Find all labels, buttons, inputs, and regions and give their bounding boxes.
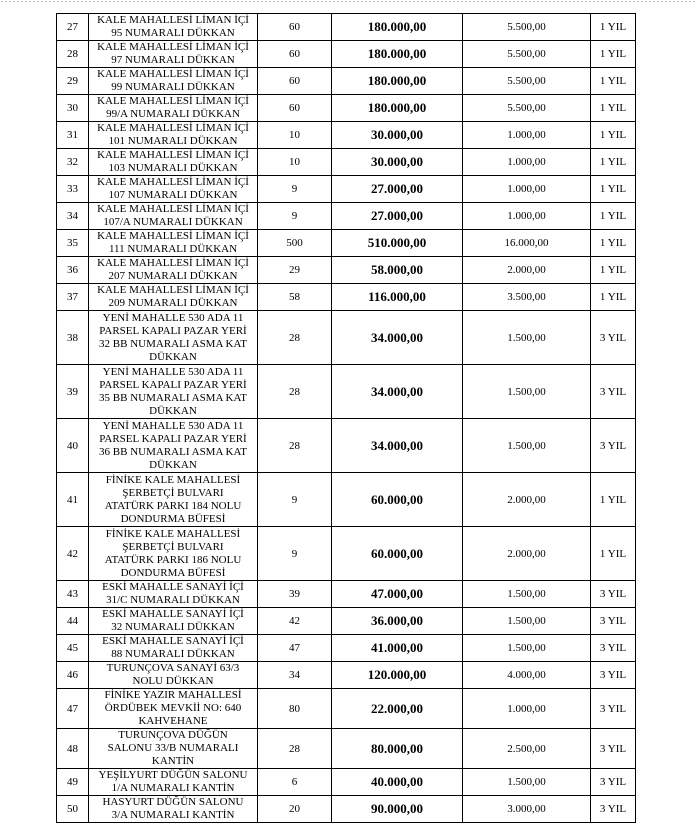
price-cell: 34.000,00 xyxy=(332,365,463,419)
deposit-cell: 5.500,00 xyxy=(463,41,591,68)
table-row xyxy=(57,635,636,662)
location-line: ATATÜRK PARKI 186 NOLU xyxy=(104,553,242,566)
location-line: 99 NUMARALI DÜKKAN xyxy=(111,81,235,93)
location-line: DONDURMA BÜFESİ xyxy=(120,566,226,579)
row-number: 42 xyxy=(57,527,89,581)
location-line: 95 NUMARALI DÜKKAN xyxy=(111,27,235,39)
row-number: 50 xyxy=(57,796,89,823)
deposit-cell: 1.500,00 xyxy=(463,419,591,473)
period-cell: 3 YIL xyxy=(591,608,636,635)
location-cell xyxy=(89,527,258,581)
period-cell: 1 YIL xyxy=(591,284,636,311)
area-cell: 47 xyxy=(258,635,332,662)
location-line: KALE MAHALLESİ LİMAN İÇİ xyxy=(97,41,249,53)
period-cell: 3 YIL xyxy=(591,581,636,608)
table-row xyxy=(57,581,636,608)
area-cell: 500 xyxy=(258,230,332,257)
price-cell: 180.000,00 xyxy=(332,68,463,95)
location-cell xyxy=(89,635,258,662)
location-line: ESKİ MAHALLE SANAYİ İÇİ xyxy=(102,608,244,620)
location-line: KALE MAHALLESİ LİMAN İÇİ xyxy=(97,284,249,296)
table-row xyxy=(57,662,636,689)
deposit-cell: 1.000,00 xyxy=(463,122,591,149)
location-line: PARSEL KAPALI PAZAR YERİ xyxy=(99,378,247,391)
location-line: ŞERBETÇİ BULVARI xyxy=(122,540,224,553)
row-number: 36 xyxy=(57,257,89,284)
area-cell: 28 xyxy=(258,311,332,365)
location-line: YENİ MAHALLE 530 ADA 11 xyxy=(102,419,244,432)
table-row xyxy=(57,527,636,581)
rental-table xyxy=(56,13,636,823)
period-cell: 1 YIL xyxy=(591,149,636,176)
area-cell: 28 xyxy=(258,365,332,419)
location-line: 107 NUMARALI DÜKKAN xyxy=(108,189,238,201)
row-number: 49 xyxy=(57,769,89,796)
deposit-cell: 4.000,00 xyxy=(463,662,591,689)
price-cell: 27.000,00 xyxy=(332,203,463,230)
location-line: 3/A NUMARALI KANTİN xyxy=(111,809,235,821)
period-cell: 1 YIL xyxy=(591,95,636,122)
location-line: KALE MAHALLESİ LİMAN İÇİ xyxy=(97,176,249,188)
location-line: 99/A NUMARALI DÜKKAN xyxy=(106,108,240,120)
period-cell: 1 YIL xyxy=(591,14,636,41)
period-cell: 1 YIL xyxy=(591,473,636,527)
location-cell xyxy=(89,14,258,41)
table-row xyxy=(57,41,636,68)
table-row xyxy=(57,284,636,311)
location-line: PARSEL KAPALI PAZAR YERİ xyxy=(99,324,247,337)
deposit-cell: 2.500,00 xyxy=(463,729,591,769)
deposit-cell: 5.500,00 xyxy=(463,68,591,95)
area-cell: 9 xyxy=(258,203,332,230)
row-number: 47 xyxy=(57,689,89,729)
table-row xyxy=(57,769,636,796)
price-cell: 180.000,00 xyxy=(332,95,463,122)
location-line: FİNİKE KALE MAHALLESİ xyxy=(105,527,241,540)
location-line: KALE MAHALLESİ LİMAN İÇİ xyxy=(97,257,249,269)
period-cell: 3 YIL xyxy=(591,311,636,365)
location-line: ESKİ MAHALLE SANAYİ İÇİ xyxy=(102,581,244,593)
table-row xyxy=(57,257,636,284)
location-cell xyxy=(89,729,258,769)
location-line: KALE MAHALLESİ LİMAN İÇİ xyxy=(97,14,249,26)
location-line: 32 BB NUMARALI ASMA KAT xyxy=(99,337,247,350)
row-number: 45 xyxy=(57,635,89,662)
location-cell xyxy=(89,419,258,473)
location-line: KAHVEHANE xyxy=(138,715,208,727)
area-cell: 9 xyxy=(258,473,332,527)
row-number: 28 xyxy=(57,41,89,68)
table-row xyxy=(57,176,636,203)
row-number: 27 xyxy=(57,14,89,41)
location-line: DÜKKAN xyxy=(149,458,197,471)
table-row xyxy=(57,419,636,473)
location-line: YENİ MAHALLE 530 ADA 11 xyxy=(102,311,244,324)
deposit-cell: 1.500,00 xyxy=(463,311,591,365)
deposit-cell: 1.500,00 xyxy=(463,769,591,796)
period-cell: 1 YIL xyxy=(591,257,636,284)
location-line: DONDURMA BÜFESİ xyxy=(120,512,226,525)
location-line: DÜKKAN xyxy=(149,404,197,417)
location-line: 207 NUMARALI DÜKKAN xyxy=(108,270,238,282)
location-line: ŞERBETÇİ BULVARI xyxy=(122,486,224,499)
table-row xyxy=(57,68,636,95)
location-line: KALE MAHALLESİ LİMAN İÇİ xyxy=(97,149,249,161)
table-row xyxy=(57,689,636,729)
row-number: 38 xyxy=(57,311,89,365)
period-cell: 1 YIL xyxy=(591,122,636,149)
price-cell: 36.000,00 xyxy=(332,608,463,635)
deposit-cell: 1.500,00 xyxy=(463,635,591,662)
location-line: YENİ MAHALLE 530 ADA 11 xyxy=(102,365,244,378)
location-cell xyxy=(89,95,258,122)
row-number: 35 xyxy=(57,230,89,257)
table-row xyxy=(57,14,636,41)
location-line: KALE MAHALLESİ LİMAN İÇİ xyxy=(97,95,249,107)
location-cell xyxy=(89,203,258,230)
top-dotted-border xyxy=(0,0,695,3)
area-cell: 39 xyxy=(258,581,332,608)
period-cell: 3 YIL xyxy=(591,689,636,729)
location-line: KALE MAHALLESİ LİMAN İÇİ xyxy=(97,122,249,134)
row-number: 43 xyxy=(57,581,89,608)
deposit-cell: 1.000,00 xyxy=(463,203,591,230)
deposit-cell: 3.500,00 xyxy=(463,284,591,311)
area-cell: 10 xyxy=(258,122,332,149)
location-cell xyxy=(89,41,258,68)
table-row xyxy=(57,230,636,257)
price-cell: 116.000,00 xyxy=(332,284,463,311)
location-cell xyxy=(89,473,258,527)
location-cell xyxy=(89,149,258,176)
row-number: 32 xyxy=(57,149,89,176)
price-cell: 34.000,00 xyxy=(332,311,463,365)
location-cell xyxy=(89,689,258,729)
row-number: 30 xyxy=(57,95,89,122)
deposit-cell: 5.500,00 xyxy=(463,14,591,41)
period-cell: 3 YIL xyxy=(591,365,636,419)
location-line: KALE MAHALLESİ LİMAN İÇİ xyxy=(97,203,249,215)
price-cell: 90.000,00 xyxy=(332,796,463,823)
deposit-cell: 3.000,00 xyxy=(463,796,591,823)
table-row xyxy=(57,149,636,176)
location-cell xyxy=(89,365,258,419)
area-cell: 60 xyxy=(258,68,332,95)
location-line: KALE MAHALLESİ LİMAN İÇİ xyxy=(97,230,249,242)
location-line: TURUNÇOVA SANAYİ 63/3 xyxy=(106,662,240,674)
deposit-cell: 2.000,00 xyxy=(463,473,591,527)
price-cell: 47.000,00 xyxy=(332,581,463,608)
location-cell xyxy=(89,311,258,365)
table-row xyxy=(57,473,636,527)
location-line: KANTİN xyxy=(151,755,195,767)
location-line: 209 NUMARALI DÜKKAN xyxy=(108,297,238,309)
row-number: 41 xyxy=(57,473,89,527)
location-line: 35 BB NUMARALI ASMA KAT xyxy=(99,391,247,404)
location-cell xyxy=(89,176,258,203)
price-cell: 30.000,00 xyxy=(332,122,463,149)
location-line: TURUNÇOVA DÜĞÜN xyxy=(118,729,228,741)
location-line: ATATÜRK PARKI 184 NOLU xyxy=(104,499,242,512)
row-number: 31 xyxy=(57,122,89,149)
deposit-cell: 5.500,00 xyxy=(463,95,591,122)
area-cell: 29 xyxy=(258,257,332,284)
table-row xyxy=(57,365,636,419)
area-cell: 10 xyxy=(258,149,332,176)
area-cell: 34 xyxy=(258,662,332,689)
deposit-cell: 1.000,00 xyxy=(463,149,591,176)
table-row xyxy=(57,608,636,635)
location-line: PARSEL KAPALI PAZAR YERİ xyxy=(99,432,247,445)
area-cell: 60 xyxy=(258,41,332,68)
period-cell: 1 YIL xyxy=(591,230,636,257)
location-cell xyxy=(89,608,258,635)
period-cell: 1 YIL xyxy=(591,203,636,230)
deposit-cell: 1.500,00 xyxy=(463,365,591,419)
area-cell: 6 xyxy=(258,769,332,796)
deposit-cell: 1.000,00 xyxy=(463,176,591,203)
location-line: 101 NUMARALI DÜKKAN xyxy=(108,135,238,147)
price-cell: 80.000,00 xyxy=(332,729,463,769)
period-cell: 3 YIL xyxy=(591,662,636,689)
area-cell: 9 xyxy=(258,176,332,203)
location-line: ÖRDÜBEK MEVKİİ NO: 640 xyxy=(104,702,242,714)
location-line: 36 BB NUMARALI ASMA KAT xyxy=(99,445,247,458)
price-cell: 27.000,00 xyxy=(332,176,463,203)
location-cell xyxy=(89,581,258,608)
area-cell: 60 xyxy=(258,14,332,41)
area-cell: 58 xyxy=(258,284,332,311)
period-cell: 3 YIL xyxy=(591,769,636,796)
period-cell: 3 YIL xyxy=(591,419,636,473)
location-cell xyxy=(89,257,258,284)
location-line: 97 NUMARALI DÜKKAN xyxy=(111,54,235,66)
area-cell: 28 xyxy=(258,729,332,769)
area-cell: 9 xyxy=(258,527,332,581)
table-row xyxy=(57,95,636,122)
location-line: SALONU 33/B NUMARALI xyxy=(107,742,239,754)
row-number: 44 xyxy=(57,608,89,635)
table-row xyxy=(57,796,636,823)
period-cell: 3 YIL xyxy=(591,729,636,769)
table-row xyxy=(57,311,636,365)
price-cell: 510.000,00 xyxy=(332,230,463,257)
row-number: 37 xyxy=(57,284,89,311)
location-line: YEŞİLYURT DÜĞÜN SALONU xyxy=(98,769,248,781)
deposit-cell: 16.000,00 xyxy=(463,230,591,257)
location-line: 88 NUMARALI DÜKKAN xyxy=(111,648,235,660)
deposit-cell: 1.500,00 xyxy=(463,608,591,635)
area-cell: 28 xyxy=(258,419,332,473)
price-cell: 180.000,00 xyxy=(332,41,463,68)
deposit-cell: 1.500,00 xyxy=(463,581,591,608)
area-cell: 42 xyxy=(258,608,332,635)
table-body xyxy=(57,14,636,823)
price-cell: 120.000,00 xyxy=(332,662,463,689)
location-cell xyxy=(89,796,258,823)
row-number: 39 xyxy=(57,365,89,419)
price-cell: 30.000,00 xyxy=(332,149,463,176)
deposit-cell: 2.000,00 xyxy=(463,527,591,581)
area-cell: 20 xyxy=(258,796,332,823)
price-cell: 40.000,00 xyxy=(332,769,463,796)
location-cell xyxy=(89,284,258,311)
location-cell xyxy=(89,769,258,796)
table-row xyxy=(57,729,636,769)
location-cell xyxy=(89,662,258,689)
price-cell: 41.000,00 xyxy=(332,635,463,662)
location-cell xyxy=(89,230,258,257)
location-line: 31/C NUMARALI DÜKKAN xyxy=(106,594,240,606)
price-cell: 58.000,00 xyxy=(332,257,463,284)
row-number: 33 xyxy=(57,176,89,203)
table-row xyxy=(57,122,636,149)
period-cell: 1 YIL xyxy=(591,176,636,203)
location-line: KALE MAHALLESİ LİMAN İÇİ xyxy=(97,68,249,80)
period-cell: 3 YIL xyxy=(591,796,636,823)
location-cell xyxy=(89,68,258,95)
location-line: 103 NUMARALI DÜKKAN xyxy=(108,162,238,174)
period-cell: 3 YIL xyxy=(591,635,636,662)
price-cell: 22.000,00 xyxy=(332,689,463,729)
location-cell xyxy=(89,122,258,149)
location-line: FİNİKE KALE MAHALLESİ xyxy=(105,473,241,486)
price-cell: 60.000,00 xyxy=(332,527,463,581)
price-cell: 34.000,00 xyxy=(332,419,463,473)
location-line: HASYURT DÜĞÜN SALONU xyxy=(102,796,244,808)
row-number: 34 xyxy=(57,203,89,230)
price-cell: 60.000,00 xyxy=(332,473,463,527)
deposit-cell: 1.000,00 xyxy=(463,689,591,729)
period-cell: 1 YIL xyxy=(591,527,636,581)
deposit-cell: 2.000,00 xyxy=(463,257,591,284)
row-number: 29 xyxy=(57,68,89,95)
location-line: NOLU DÜKKAN xyxy=(132,675,214,687)
area-cell: 60 xyxy=(258,95,332,122)
area-cell: 80 xyxy=(258,689,332,729)
period-cell: 1 YIL xyxy=(591,41,636,68)
location-line: 111 NUMARALI DÜKKAN xyxy=(108,243,238,255)
location-line: 32 NUMARALI DÜKKAN xyxy=(111,621,235,633)
location-line: DÜKKAN xyxy=(149,350,197,363)
location-line: 107/A NUMARALI DÜKKAN xyxy=(103,216,243,228)
row-number: 40 xyxy=(57,419,89,473)
period-cell: 1 YIL xyxy=(591,68,636,95)
row-number: 48 xyxy=(57,729,89,769)
row-number: 46 xyxy=(57,662,89,689)
location-line: FİNİKE YAZIR MAHALLESİ xyxy=(104,689,242,701)
price-cell: 180.000,00 xyxy=(332,14,463,41)
location-line: 1/A NUMARALI KANTİN xyxy=(111,782,235,794)
location-line: ESKİ MAHALLE SANAYİ İÇİ xyxy=(102,635,244,647)
table-row xyxy=(57,203,636,230)
